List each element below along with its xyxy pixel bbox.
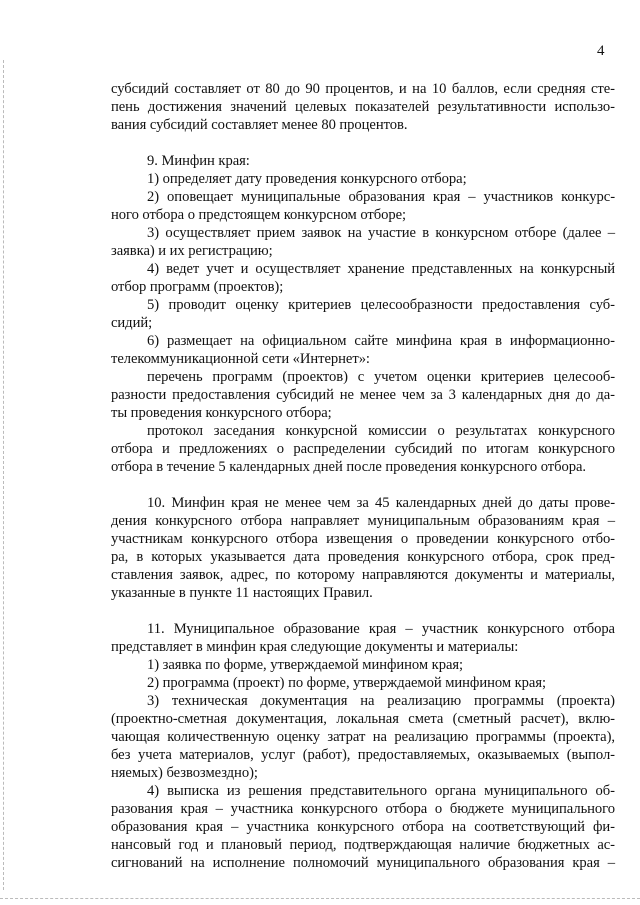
- text-line: отбора в течение 5 календарных дней после проведения конкурсного отбора.: [111, 459, 586, 475]
- text-line: телекоммуникационной сети «Интернет»:: [111, 351, 370, 367]
- text-line: 4) ведет учет и осуществляет хранение представленных на конкурсный: [147, 261, 615, 277]
- text-line: разования края – участника конкурсного отбора о бюджете муниципального: [111, 801, 615, 817]
- text-line: 3) осуществляет прием заявок на участие в конкурсном отборе (далее –: [147, 225, 615, 241]
- text-line: сидий;: [111, 315, 153, 331]
- text-line: субсидий составляет от 80 до 90 процентов, и на 10 баллов, если средняя сте-: [111, 81, 615, 97]
- text-line: 10. Минфин края не менее чем за 45 календарных дней до даты прове-: [147, 495, 615, 511]
- text-line: 11. Муниципальное образование края – участник конкурсного отбора: [147, 621, 615, 637]
- text-line: дения конкурсного отбора направляет муниципальным образованиям края –: [111, 513, 615, 529]
- text-line: отбора и предложениях о распределении субсидий по итогам конкурсного: [111, 441, 615, 457]
- text-line: няемых) безвозмездно);: [111, 765, 258, 781]
- text-line: 3) техническая документация на реализацию программы (проекта): [147, 693, 615, 709]
- text-line: без учета материалов, услуг (работ), предоставляемых, оказываемых (выпол-: [111, 747, 615, 763]
- text-line: нансовый год и плановый период, подтверждающая наличие бюджетных ас-: [111, 837, 615, 853]
- section-heading: 9. Минфин края:: [147, 153, 250, 169]
- text-line: 2) оповещает муниципальные образования края – участников конкурс-: [147, 189, 615, 205]
- text-line: указанные в пункте 11 настоящих Правил.: [111, 585, 373, 601]
- text-line: отбор программ (проектов);: [111, 279, 284, 295]
- text-line: протокол заседания конкурсной комиссии о результатах конкурсного: [147, 423, 615, 439]
- text-line: 4) выписка из решения представительного органа муниципального об-: [147, 783, 615, 799]
- text-line: вания субсидий составляет менее 80 процентов.: [111, 117, 408, 133]
- text-line: (проектно-сметная документация, локальная смета (сметный расчет), вклю-: [111, 711, 615, 727]
- page-number: 4: [597, 43, 605, 59]
- text-line: 6) размещает на официальном сайте минфина края в информационно-: [147, 333, 615, 349]
- text-line: ты проведения конкурсного отбора;: [111, 405, 332, 421]
- text-line: образования края – участника конкурсного отбора на соответствующий фи-: [111, 819, 615, 835]
- text-line: 2) программа (проект) по форме, утверждаемой минфином края;: [147, 675, 546, 691]
- text-line: 1) определяет дату проведения конкурсного отбора;: [147, 171, 467, 187]
- text-line: перечень программ (проектов) с учетом оценки критериев целесооб-: [147, 369, 615, 385]
- text-line: разности предоставления субсидий не менее чем за 3 календарных дня до да-: [111, 387, 615, 403]
- text-line: сигнований на исполнение полномочий муниципального образования края –: [111, 855, 615, 871]
- text-line: заявка) и их регистрацию;: [111, 243, 273, 259]
- text-line: представляет в минфин края следующие документы и материалы:: [111, 639, 519, 655]
- text-line: 1) заявка по форме, утверждаемой минфином края;: [147, 657, 464, 673]
- text-line: 5) проводит оценку критериев целесообразности предоставления суб-: [147, 297, 615, 313]
- text-line: ного отбора о предстоящем конкурсном отборе;: [111, 207, 407, 223]
- text-line: чающая количественную оценку затрат на реализацию программы (проекта),: [111, 729, 615, 745]
- text-line: участникам конкурсного отбора извещения о проведении конкурсного отбо-: [111, 531, 615, 547]
- text-line: ра, в которых указывается дата проведения конкурсного отбора, срок пред-: [111, 549, 615, 565]
- text-line: ставления заявок, адрес, по которому направляются документы и материалы,: [111, 567, 615, 583]
- text-line: пень достижения значений целевых показателей результативности использо-: [111, 99, 615, 115]
